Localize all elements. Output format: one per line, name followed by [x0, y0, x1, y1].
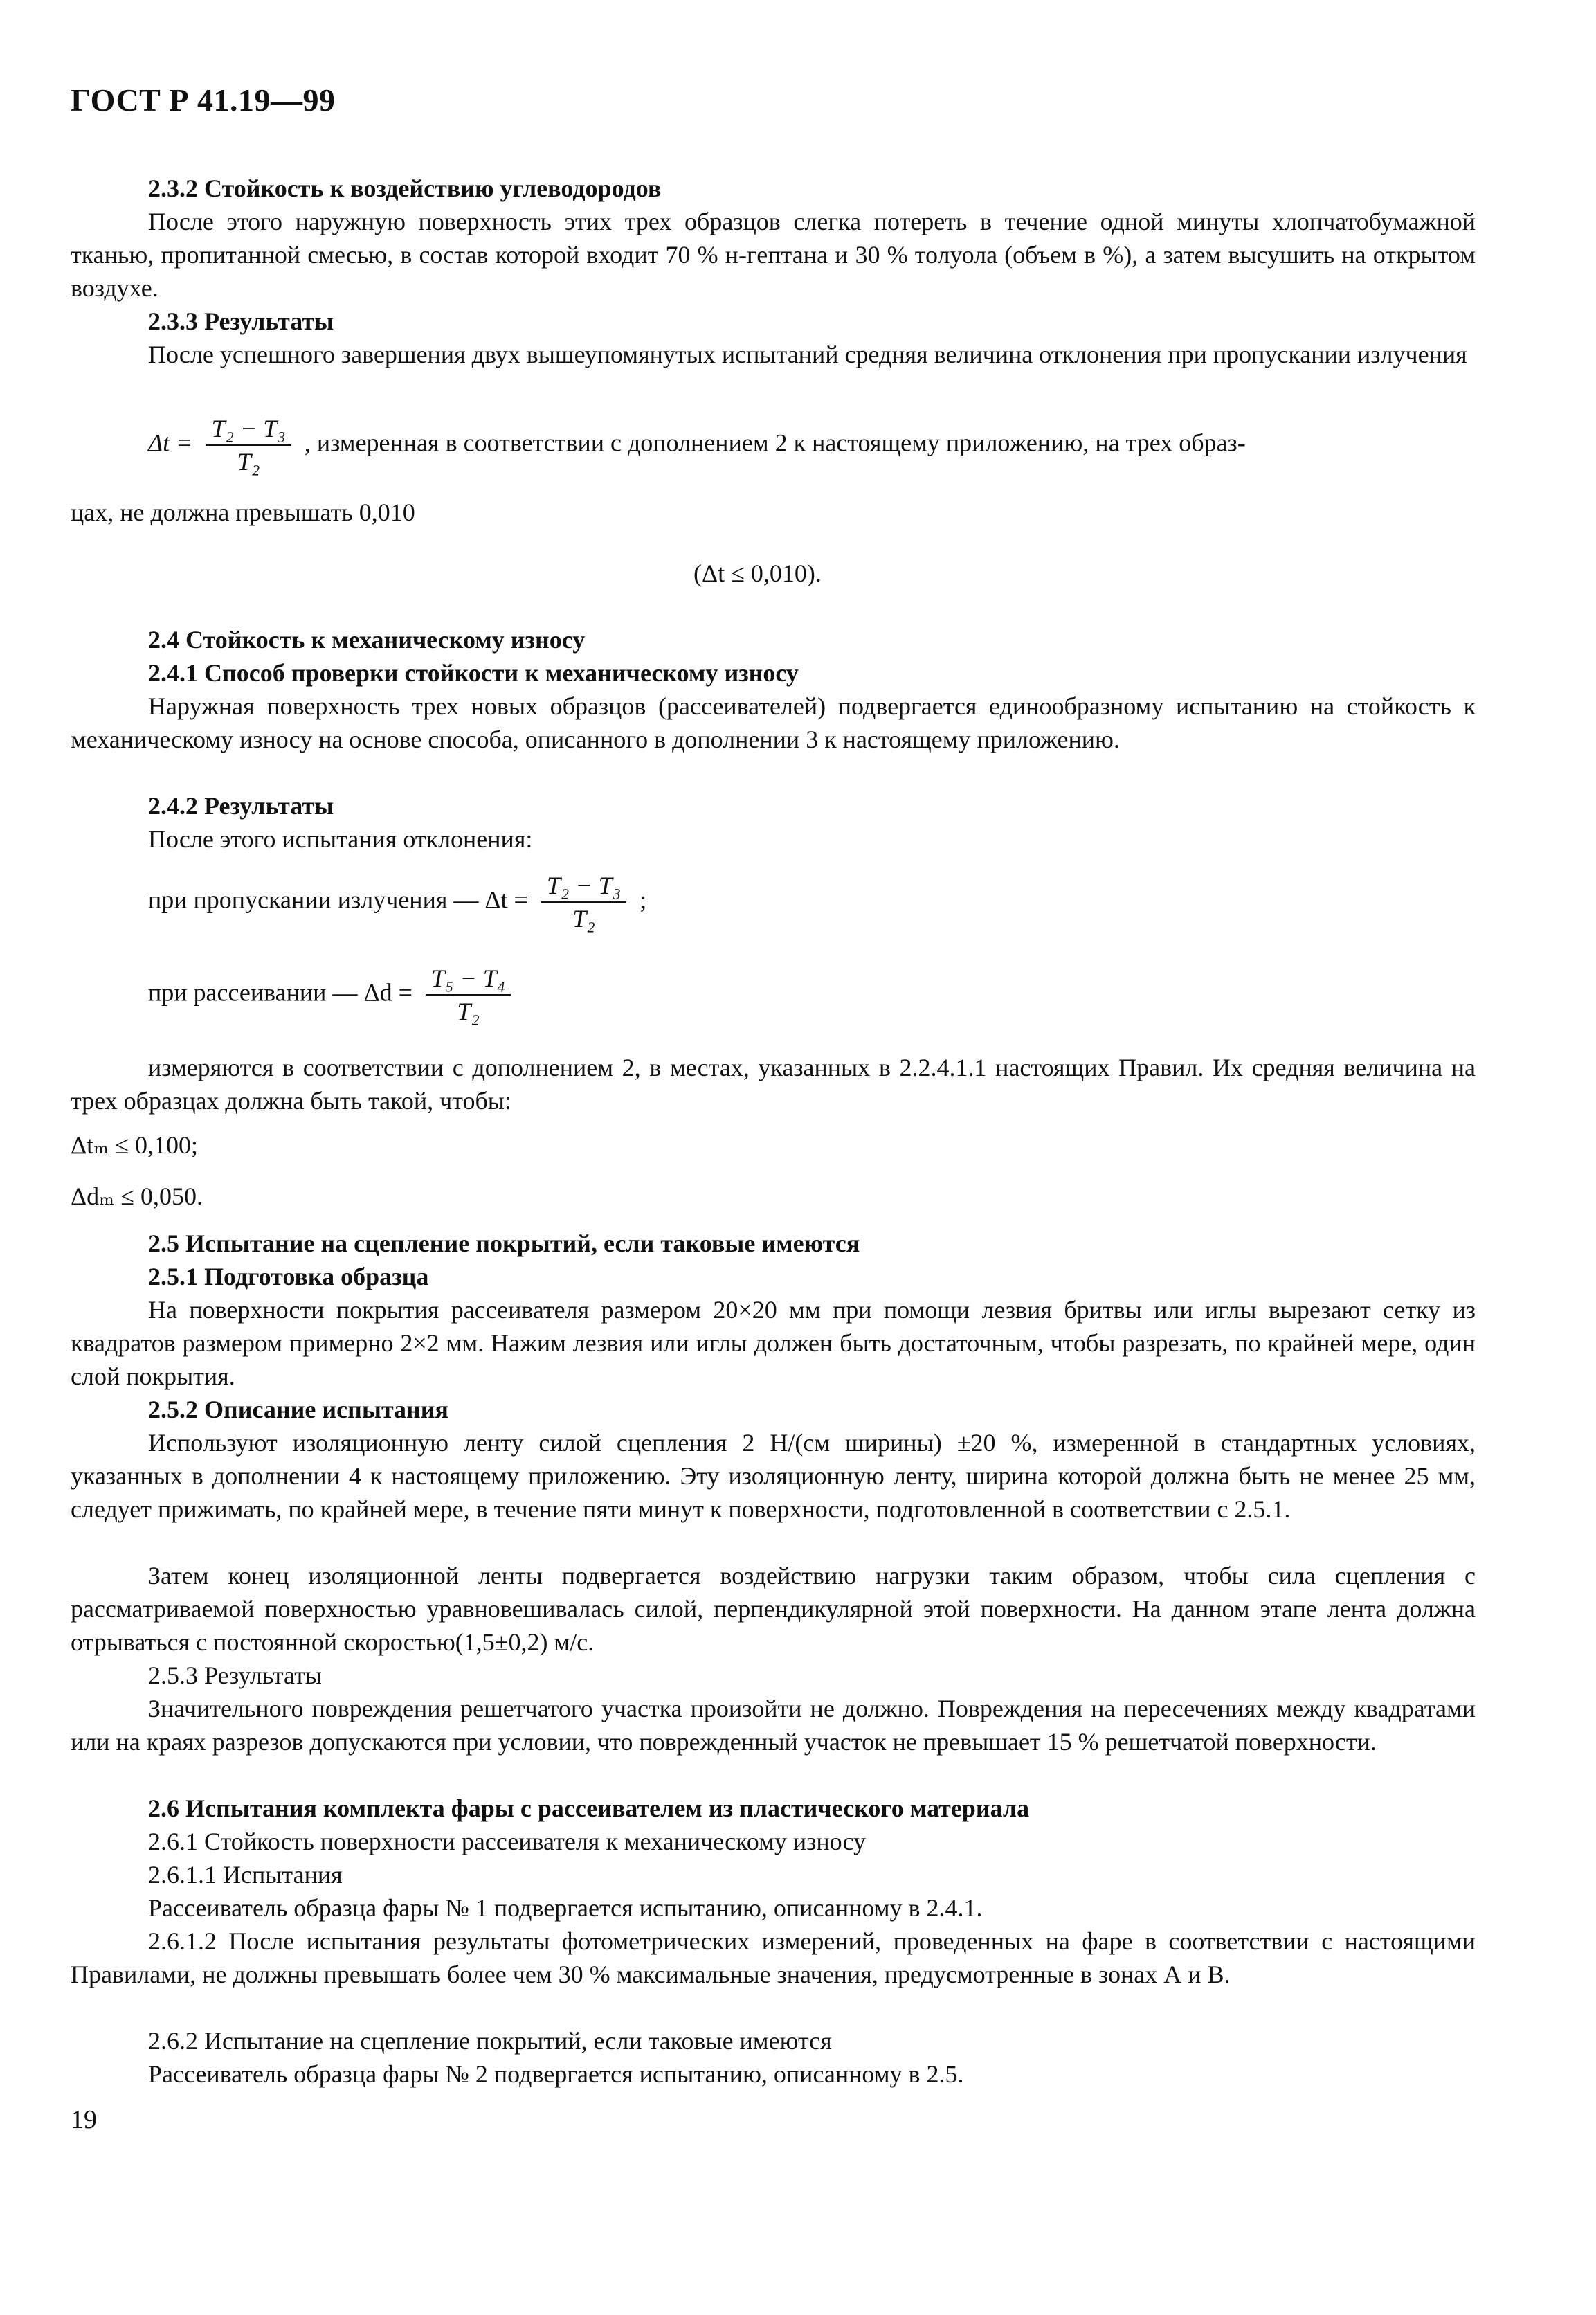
formula-delta-t: [148, 413, 1246, 478]
formula-transmission-numerator: T₂ − T₃: [541, 870, 626, 903]
formula-diffusion-lhs: при рассеивании — Δd =: [148, 978, 412, 1007]
page-number: 19: [71, 2105, 97, 2134]
formula-transmission-denominator: T₂: [572, 905, 595, 933]
section-2-6-2-text: Рассеиватель образца фары № 2 подвергается испытанию, описанному в 2.5.: [148, 2060, 964, 2088]
formula-lhs: Δt =: [148, 429, 193, 457]
section-2-5-1-heading: 2.5.1 Подготовка образца: [148, 1263, 429, 1290]
condition-delta-dm: Δdₘ ≤ 0,050.: [71, 1182, 203, 1210]
section-2-6-1-heading: 2.6.1 Стойкость поверхности рассеивателя к механическому износу: [148, 1828, 867, 1855]
section-2-5-2-text-b: Затем конец изоляционной ленты подвергается воздействию нагрузки таким образом, чтобы сила сцепления с рассматриваемой поверхностью уравновешивалась силой, перпендикулярной этой поверхности. На данном этапе лента должна отрываться с постоянной скоростью(1,5±0,2) м/с.: [71, 1562, 1476, 1656]
section-2-4-heading: 2.4 Стойкость к механическому износу: [148, 626, 586, 654]
section-2-6-1-1-heading: 2.6.1.1 Испытания: [148, 1861, 343, 1889]
section-2-4-2-text: После этого испытания отклонения:: [148, 825, 533, 853]
section-2-3-3-text: После успешного завершения двух вышеупомянутых испытаний средняя величина отклонения при пропускании излучения: [148, 341, 1467, 368]
section-2-5-2-heading: 2.5.2 Описание испытания: [148, 1396, 449, 1423]
section-2-4-1-heading: 2.4.1 Способ проверки стойкости к механическому износу: [148, 659, 799, 687]
section-2-3-2-heading: 2.3.2 Стойкость к воздействию углеводородов: [148, 174, 662, 202]
formula-diffusion-numerator: T₅ − T₄: [426, 962, 511, 996]
condition-delta-tm: Δtₘ ≤ 0,100;: [71, 1131, 198, 1159]
section-2-4-2-after: измеряются в соответствии с дополнением 2, в местах, указанных в 2.2.4.1.1 настоящих Правил. Их средняя величина на трех образцах должна быть такой, чтобы:: [71, 1054, 1476, 1115]
section-2-6-1-1-text: Рассеиватель образца фары № 1 подвергается испытанию, описанному в 2.4.1.: [148, 1894, 983, 1922]
formula-transmission-tail: ;: [640, 885, 647, 914]
formula-transmission-lhs: при пропускании излучения — Δt =: [148, 885, 528, 914]
formula-transmission-fraction: [541, 870, 626, 935]
section-2-4-1-text: Наружная поверхность трех новых образцов (рассеивателей) подвергается единообразному испытанию на стойкость к механическому износу на основе способа, описанного в дополнении 3 к настоящему приложению.: [71, 692, 1476, 753]
condition-delta-t: (Δt ≤ 0,010).: [693, 559, 822, 587]
formula-denominator: T₂: [237, 448, 260, 476]
document-header-title: ГОСТ Р 41.19—99: [71, 82, 336, 118]
formula-diffusion: [148, 962, 518, 1027]
section-2-3-2-text: После этого наружную поверхность этих трех образцов слегка потереть в течение одной минуты хлопчатобумажной тканью, пропитанной смесью, в состав которой входит 70 % н-гептана и 30 % толуола (объем в %), а затем высушить на открытом воздухе.: [71, 208, 1476, 302]
formula-diffusion-denominator: T₂: [457, 998, 480, 1025]
formula-diffusion-fraction: [426, 962, 511, 1027]
section-2-6-1-2-text: 2.6.1.2 После испытания результаты фотометрических измерений, проведенных на фаре в соответствии с настоящими Правилами, не должны превышать более чем 30 % максимальные значения, предусмотренные в зонах А и В.: [71, 1927, 1476, 1988]
section-2-5-3-text: Значительного повреждения решетчатого участка произойти не должно. Повреждения на пересечениях между квадратами или на краях разрезов допускаются при условии, что поврежденный участок не превышает 15 % решетчатой поверхности.: [71, 1695, 1476, 1756]
section-2-5-heading: 2.5 Испытание на сцепление покрытий, если таковые имеются: [148, 1229, 860, 1257]
formula-transmission: [148, 870, 646, 935]
formula-tail: , измеренная в соответствии с дополнением 2 к настоящему приложению, на трех образ-: [304, 429, 1246, 457]
section-2-6-2-heading: 2.6.2 Испытание на сцепление покрытий, если таковые имеются: [148, 2027, 832, 2055]
section-2-4-2-heading: 2.4.2 Результаты: [148, 792, 334, 820]
section-2-5-3-heading: 2.5.3 Результаты: [148, 1661, 322, 1689]
formula-numerator: T₂ − T₃: [206, 413, 291, 446]
formula-fraction: [206, 413, 291, 478]
section-2-3-3-heading: 2.3.3 Результаты: [148, 307, 334, 335]
section-2-3-3-continuation: цах, не должна превышать 0,010: [71, 498, 415, 526]
section-2-5-2-text-a: Используют изоляционную ленту силой сцепления 2 Н/(см ширины) ±20 %, измеренной в стандартных условиях, указанных в дополнении 4 к настоящему приложению. Эту изоляционную ленту, ширина которой должна быть не менее 25 мм, следует прижимать, по крайней мере, в течение пяти минут к поверхности, подготовленной в соответствии с 2.5.1.: [71, 1429, 1476, 1523]
section-2-5-1-text: На поверхности покрытия рассеивателя размером 20×20 мм при помощи лезвия бритвы или иглы вырезают сетку из квадратов размером примерно 2×2 мм. Нажим лезвия или иглы должен быть достаточным, чтобы разрезать, по крайней мере, один слой покрытия.: [71, 1296, 1476, 1390]
section-2-6-heading: 2.6 Испытания комплекта фары с рассеивателем из пластического материала: [148, 1794, 1030, 1822]
